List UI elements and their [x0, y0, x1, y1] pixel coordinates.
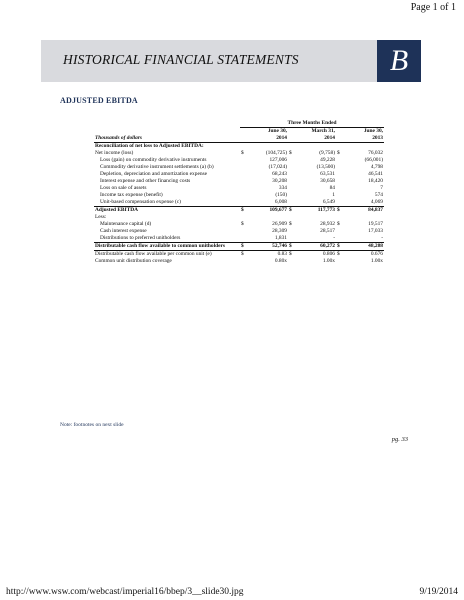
value-cell: 30,658: [320, 178, 335, 184]
currency-symbol: [288, 157, 298, 164]
value-cell: 109,677: [250, 207, 288, 215]
row-label: Unit-based compensation expense (c): [100, 199, 181, 205]
currency-symbol: [288, 235, 298, 243]
value-cell: 334: [278, 185, 287, 191]
currency-symbol: $: [289, 150, 292, 156]
value-cell: (66,001): [364, 157, 383, 163]
table-row: [94, 258, 384, 265]
column-header-row-2: [94, 135, 384, 143]
currency-symbol: $: [240, 207, 250, 215]
currency-symbol: [336, 199, 346, 207]
table-row: [94, 150, 384, 157]
table-row: [94, 207, 384, 215]
row-label: Maintenance capital (d): [100, 221, 152, 227]
value-cell: 68,243: [272, 171, 287, 177]
row-label: Depletion, depreciation and amortization expense: [100, 171, 208, 177]
currency-symbol: $: [337, 221, 340, 227]
value-cell: 18,420: [368, 178, 383, 184]
value-cell: (13,500): [316, 164, 335, 170]
value-cell: 49,228: [320, 157, 335, 163]
footnote: Note: footnotes on next slide: [60, 422, 124, 428]
value-cell: 4,069: [346, 199, 384, 207]
currency-symbol: $: [288, 207, 298, 215]
value-cell: 1.00x: [322, 258, 335, 264]
table-row: [94, 235, 384, 243]
currency-symbol: [240, 199, 250, 207]
value-cell: 63,531: [320, 171, 335, 177]
currency-symbol: [240, 192, 250, 199]
row-label: Loss on sale of assets: [100, 185, 147, 191]
currency-symbol: $: [336, 207, 346, 215]
row-label: Distributions to preferred unitholders: [100, 235, 181, 241]
currency-symbol: [336, 258, 346, 265]
row-label: Loss (gain) on commodity derivative instruments: [100, 157, 207, 163]
currency-symbol: [336, 228, 346, 235]
banner-title: HISTORICAL FINANCIAL STATEMENTS: [63, 52, 299, 67]
currency-symbol: $: [288, 243, 298, 251]
currency-symbol: [288, 185, 298, 192]
value-cell: 30,208: [272, 178, 287, 184]
currency-symbol: [240, 164, 250, 171]
value-cell: 48,288: [346, 243, 384, 251]
currency-symbol: $: [337, 251, 340, 257]
value-cell: 60,272: [298, 243, 336, 251]
column-header-row-1: [94, 128, 384, 136]
currency-symbol: [240, 157, 250, 164]
row-label: Cash interest expense: [100, 228, 147, 234]
currency-symbol: [336, 178, 346, 185]
less-row: [94, 214, 384, 221]
currency-symbol: [336, 185, 346, 192]
col-header-2-line2: 2014: [288, 135, 336, 143]
table-row: [94, 199, 384, 207]
row-label: Net income (loss): [95, 150, 134, 156]
currency-symbol: $: [241, 221, 244, 227]
value-cell: 84: [329, 185, 335, 191]
currency-symbol: [336, 192, 346, 199]
col-header-3-line1: June 30,: [363, 128, 383, 134]
footer-url: http://www.wsw.com/webcast/imperial16/bbep/3__slide30.jpg: [6, 587, 244, 597]
currency-symbol: [336, 164, 346, 171]
value-cell: 76,032: [368, 150, 383, 156]
currency-symbol: [240, 185, 250, 192]
table-row: [94, 221, 384, 228]
currency-symbol: [240, 178, 250, 185]
currency-symbol: $: [241, 251, 244, 257]
currency-symbol: [336, 171, 346, 178]
currency-symbol: [240, 171, 250, 178]
value-cell: (150): [275, 192, 287, 198]
units-label: Thousands of dollars: [94, 135, 240, 143]
value-cell: 0.806: [322, 251, 335, 257]
currency-symbol: [288, 258, 298, 265]
title-banner: [41, 40, 421, 82]
currency-symbol: $: [336, 243, 346, 251]
table-row: [94, 164, 384, 171]
currency-symbol: $: [337, 150, 340, 156]
value-cell: 7: [380, 185, 383, 191]
company-logo: [377, 40, 421, 82]
page-indicator: Page 1 of 1: [410, 2, 456, 13]
col-header-1-line1: June 30,: [267, 128, 287, 134]
currency-symbol: [288, 199, 298, 207]
currency-symbol: [240, 258, 250, 265]
value-cell: 19,517: [368, 221, 383, 227]
value-cell: 117,773: [298, 207, 336, 215]
currency-symbol: $: [289, 221, 292, 227]
table-row: [94, 178, 384, 185]
value-cell: 4,798: [370, 164, 383, 170]
value-cell: -: [298, 235, 336, 243]
currency-symbol: [288, 164, 298, 171]
logo-letter: B: [389, 44, 409, 77]
recon-rows: [94, 150, 384, 207]
value-cell: 28,932: [320, 221, 335, 227]
value-cell: 6,549: [298, 199, 336, 207]
row-label: Distributable cash flow available to common unitholders: [94, 243, 240, 251]
row-label: Adjusted EBITDA: [94, 207, 240, 215]
col-header-2-line1: March 31,: [311, 128, 335, 134]
currency-symbol: [288, 192, 298, 199]
table-row: [94, 192, 384, 199]
value-cell: 1: [332, 192, 335, 198]
value-cell: 6,008: [250, 199, 288, 207]
recon-header: Reconciliation of net loss to Adjusted EBITDA:: [95, 143, 204, 149]
currency-symbol: [336, 157, 346, 164]
value-cell: (104,725): [265, 150, 287, 156]
table-row: [94, 157, 384, 164]
value-cell: 0.80x: [274, 258, 287, 264]
ebitda-table: [94, 120, 384, 265]
row-label: Income tax expense (benefit): [100, 192, 163, 198]
row-label: Interest expense and other financing costs: [100, 178, 191, 184]
footer-date: 9/19/2014: [419, 587, 458, 597]
table-group-header: [94, 120, 384, 128]
value-cell: 1,831: [250, 235, 288, 243]
table-row: [94, 185, 384, 192]
currency-symbol: $: [289, 251, 292, 257]
value-cell: 46,541: [368, 171, 383, 177]
currency-symbol: [240, 228, 250, 235]
value-cell: 574: [374, 192, 383, 198]
currency-symbol: [288, 171, 298, 178]
section-title: ADJUSTED EBITDA: [60, 96, 138, 105]
value-cell: 28,309: [272, 228, 287, 234]
value-cell: 0.83: [277, 251, 287, 257]
currency-symbol: [336, 235, 346, 243]
value-cell: 26,909: [272, 221, 287, 227]
value-cell: -: [346, 235, 384, 243]
table-row: [94, 228, 384, 235]
row-label: Commodity derivative instrument settlements (a) (b): [100, 164, 214, 170]
group-header-label: Three Months Ended: [240, 120, 384, 128]
value-cell: 28,517: [320, 228, 335, 234]
row-label: Common unit distribution coverage: [95, 258, 172, 264]
adjusted-ebitda-rows: [94, 207, 384, 266]
currency-symbol: $: [241, 150, 244, 156]
col-header-1-line2: 2014: [240, 135, 288, 143]
recon-header-row: [94, 143, 384, 151]
currency-symbol: [240, 235, 250, 243]
value-cell: 17,033: [368, 228, 383, 234]
currency-symbol: [288, 228, 298, 235]
table-row: [94, 243, 384, 251]
value-cell: 1.00x: [370, 258, 383, 264]
table-row: [94, 171, 384, 178]
value-cell: 0.676: [370, 251, 383, 257]
value-cell: (17,024): [268, 164, 287, 170]
value-cell: (9,758): [319, 150, 335, 156]
currency-symbol: [288, 178, 298, 185]
row-label: Distributable cash flow available per common unit (e): [95, 251, 212, 257]
value-cell: 52,746: [250, 243, 288, 251]
value-cell: 127,006: [269, 157, 287, 163]
page-number: pg. 33: [391, 436, 408, 443]
table-row: [94, 251, 384, 259]
value-cell: 84,837: [346, 207, 384, 215]
currency-symbol: $: [240, 243, 250, 251]
col-header-3-line2: 2013: [336, 135, 384, 143]
less-label: Less:: [95, 214, 107, 220]
